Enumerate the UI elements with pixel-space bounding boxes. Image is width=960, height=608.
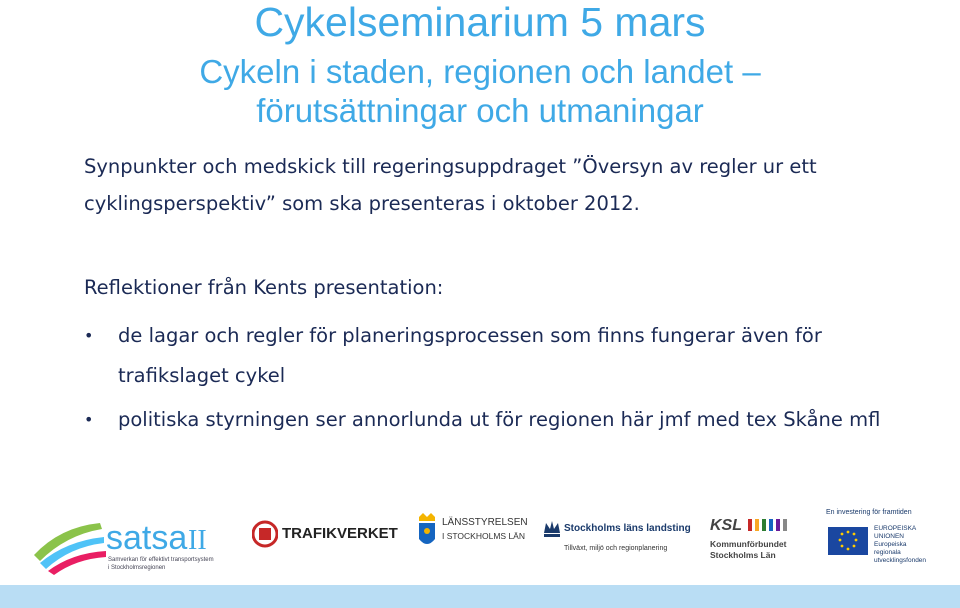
crown-shield-icon [416,511,438,551]
satsa-name: satsa [106,519,188,557]
bullet-item [84,400,904,440]
trafikverket-name: TRAFIKVERKET [282,525,398,542]
eu-logo [826,509,956,565]
subtitle-line-2: förutsättningar och utmaningar [256,92,704,129]
eu-line-2: UNIONEN [874,533,904,540]
bullet-item [84,316,904,396]
bullet-dot: • [84,326,94,345]
eu-line-5: utvecklingsfonden [874,557,927,564]
satsa-caption-2: i Stockholmsregionen [108,565,166,571]
logo-strip [0,505,960,585]
ksl-logo [708,517,803,567]
lansstyrelsen-line-1: LÄNSSTYRELSEN [442,517,528,528]
bullet-text: politiska styrningen ser annorlunda ut för regionen här jmf med tex Skåne mfl [118,408,881,431]
satsa-suffix: II [188,525,207,556]
sll-logo [542,519,691,563]
subtitle-line-1: Cykeln i staden, regionen och landet – [199,53,761,90]
lansstyrelsen-logo [416,511,526,559]
reflections-heading: Reflektioner från Kents presentation: [84,276,444,299]
lansstyrelsen-line-2: I STOCKHOLMS LÄN [442,531,525,541]
slide-title: Cykelseminarium 5 mars [254,0,706,45]
satsa-caption-1: Samverkan för effektivt transportsystem [108,557,214,563]
sll-crown-icon [542,519,562,539]
eu-line-1: EUROPEISKA [874,525,917,532]
bullet-dot: • [84,410,94,429]
slide-subtitle [0,52,960,130]
ksl-name: KSL [710,517,742,534]
bullet-list [84,316,904,444]
satsa-logo [30,515,230,575]
trafikverket-logo [252,519,397,559]
eu-line-3: Europeiska [874,541,907,548]
eu-line-4: regionala [874,549,901,556]
ksl-line-2: Stockholms Län [710,550,776,560]
sll-tagline: Tillväxt, miljö och regionplanering [564,545,668,552]
ksl-line-1: Kommunförbundet [710,539,787,549]
satsa-swoosh-icon [30,515,110,575]
eu-flag-icon [828,527,868,555]
intro-paragraph: Synpunkter och medskick till regeringsuppdraget ”Översyn av regler ur ett cyklingsperspektiv” som ska presenteras i oktober 2012. [84,155,817,215]
eu-tagline: En investering för framtiden [826,509,912,516]
ksl-stripes-icon [748,519,794,533]
bottom-bar [0,585,960,608]
bullet-text: de lagar och regler för planeringsprocessen som finns fungerar även för trafikslaget cykel [118,324,822,387]
trafikverket-crest-icon [252,519,278,549]
sll-name: Stockholms läns landsting [564,523,691,534]
